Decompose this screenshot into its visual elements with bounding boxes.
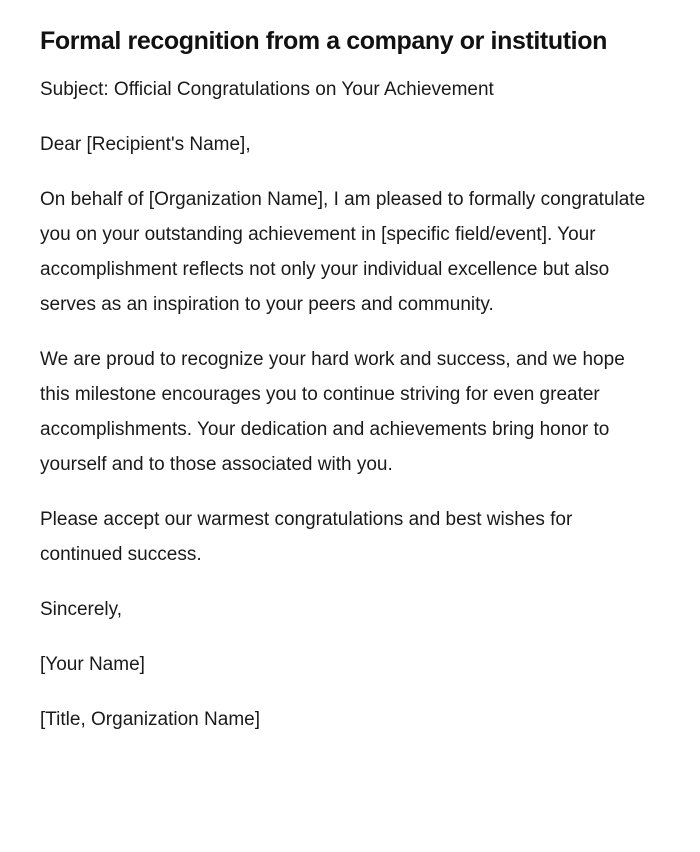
signature-title: [Title, Organization Name]	[40, 709, 260, 730]
document-title: Formal recognition from a company or institution	[40, 27, 607, 55]
body-paragraph-3: Please accept our warmest congratulations and best wishes for continued success.	[40, 509, 573, 565]
greeting: Dear [Recipient's Name],	[40, 134, 251, 155]
signature-name: [Your Name]	[40, 654, 145, 675]
closing: Sincerely,	[40, 599, 123, 620]
subject-line: Subject: Official Congratulations on Your Achievement	[40, 79, 494, 100]
body-paragraph-2: We are proud to recognize your hard work and success, and we hope this milestone encourages you to continue striving for even greater accomplishments. Your dedication and achievements bring honor to yourself and to those associated with you.	[40, 349, 625, 475]
letter-body	[40, 72, 660, 737]
body-paragraph-1: On behalf of [Organization Name], I am pleased to formally congratulate you on your outstanding achievement in [specific field/event]. Your accomplishment reflects not only your individual excellence but also serves as an inspiration to your peers and community.	[40, 189, 646, 315]
